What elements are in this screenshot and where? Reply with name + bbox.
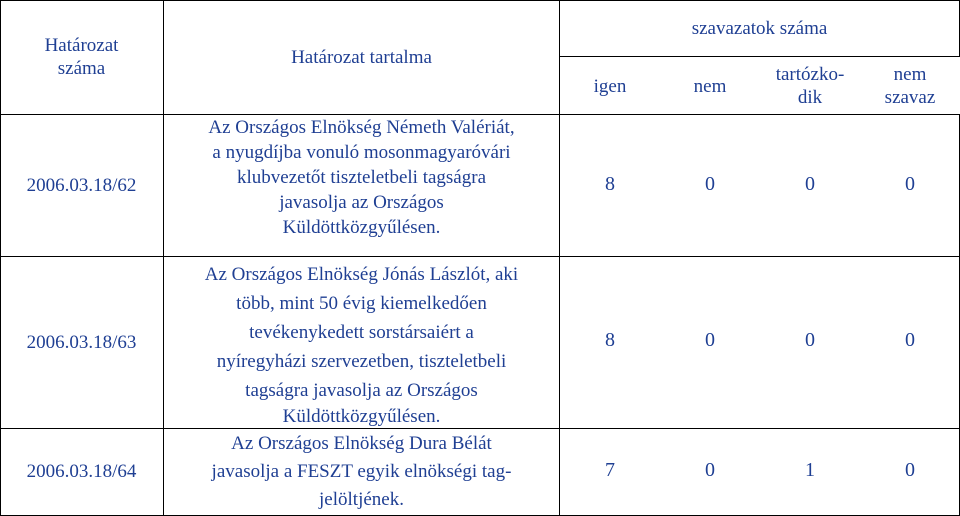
row-1-nem-szavaz: 0 <box>905 173 915 195</box>
header-nem-szavaz-line1: nem <box>893 64 927 85</box>
header-tartozkodik-line2: dik <box>797 87 823 108</box>
row-3-id-cell <box>0 429 164 516</box>
row-2-id: 2006.03.18/63 <box>26 331 137 353</box>
row-3-line: jelöltjének. <box>319 489 404 510</box>
row-1-tartozkodik: 0 <box>805 173 815 195</box>
header-votes-label: szavazatok száma <box>691 17 828 39</box>
row-1-line: Az Országos Elnökség Németh Valériát, <box>208 117 515 138</box>
row-2-line: Az Országos Elnökség Jónás Lászlót, aki <box>204 264 519 285</box>
row-3-nem-szavaz: 0 <box>905 459 915 481</box>
row-1-line: Küldöttközgyűlésen. <box>282 217 441 238</box>
header-tartozkodik-line1: tartózko- <box>775 64 845 85</box>
row-2-votes-cell <box>560 257 960 429</box>
row-1-line: javasolja az Országos <box>279 192 444 213</box>
header-igen: igen <box>593 75 627 97</box>
row-2-line: nyíregyházi szervezetben, tiszteletbeli <box>216 351 507 372</box>
row-1-nem: 0 <box>705 173 715 195</box>
row-3-line: javasolja a FESZT egyik elnökségi tag- <box>211 461 512 482</box>
header-content-label: Határozat tartalma <box>291 46 432 68</box>
row-3-content-cell <box>164 429 560 516</box>
row-2-igen: 8 <box>605 329 615 351</box>
row-3-votes-cell <box>560 429 960 516</box>
row-1-igen: 8 <box>605 173 615 195</box>
row-1-id-cell <box>0 115 164 257</box>
header-nem-szavaz <box>860 57 960 115</box>
header-id-col <box>0 0 164 115</box>
header-content-col <box>164 0 560 115</box>
row-3-nem: 0 <box>705 459 715 481</box>
row-1-line: klubvezetőt tiszteletbeli tagságra <box>236 167 486 188</box>
row-2-nem-szavaz: 0 <box>905 329 915 351</box>
row-1-line: a nyugdíjba vonuló mosonmagyaróvári <box>212 142 511 163</box>
row-1-id: 2006.03.18/62 <box>26 174 137 196</box>
row-2-line: tevékenykedett sorstársaiért a <box>249 322 474 343</box>
row-2-nem: 0 <box>705 329 715 351</box>
row-2-line: Küldöttközgyűlésen. <box>282 406 441 427</box>
row-3-igen: 7 <box>605 459 615 481</box>
row-2-id-cell <box>0 257 164 429</box>
row-3-id: 2006.03.18/64 <box>26 461 137 482</box>
header-nem-szavaz-line2: szavaz <box>884 87 936 108</box>
row-2-content-cell <box>164 257 560 429</box>
header-nem: nem <box>693 75 727 97</box>
header-tartozkodik <box>760 57 860 115</box>
row-2-line: tagságra javasolja az Országos <box>245 380 478 401</box>
row-3-tartozkodik: 1 <box>805 459 815 481</box>
row-1-content-cell <box>164 115 560 257</box>
row-2-line: több, mint 50 évig kiemelkedően <box>236 293 487 314</box>
row-1-votes-cell <box>560 115 960 257</box>
header-votes-group <box>560 0 960 57</box>
row-3-line: Az Országos Elnökség Dura Bélát <box>231 433 492 454</box>
header-id-label: Határozat száma <box>44 35 119 79</box>
row-2-tartozkodik: 0 <box>805 329 815 351</box>
